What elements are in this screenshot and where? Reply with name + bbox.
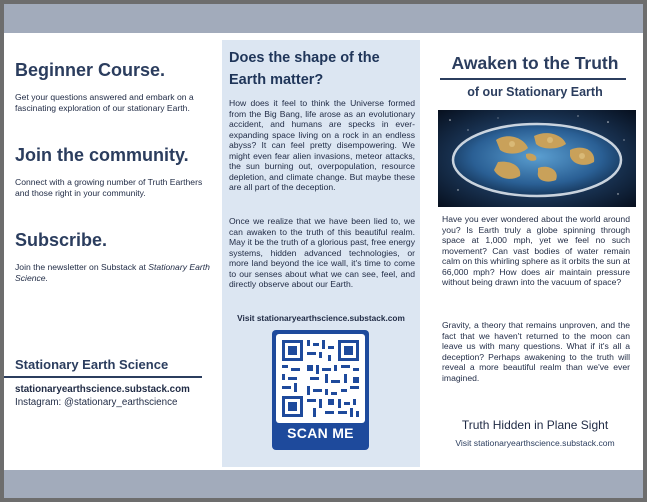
join-community-heading: Join the community. [15, 145, 189, 165]
middle-paragraph-1: How does it feel to think the Universe formed from the Big Bang, life arose as an evolutionary accident, and humans are specks in ever-expanding space living on a rock in an endless abyss? It can feel pretty disempowering. We might even fear alien invasions, meteor attacks, the sun burning out, overpopulation, resource depletion, and climate change. But maybe these are all part of the deception. [229, 98, 415, 192]
top-band [4, 4, 643, 33]
awaken-subtitle: of our Stationary Earth [467, 85, 603, 99]
qr-code-icon [276, 334, 365, 423]
scan-me-label: SCAN ME [287, 425, 354, 441]
middle-panel [222, 40, 420, 467]
bottom-band [4, 470, 643, 498]
middle-paragraph-2: Once we realize that we have been lied to, we can awaken to the truth of this beautiful realm. May it be the truth of a glorious past, free energy systems, hidden advanced technologies, or more land beyond the ice wall, it's time to come to our senses about what we can see, feel, and directly observe about our Earth. [229, 216, 415, 289]
middle-visit-link[interactable]: Visit stationaryearthscience.substack.com [237, 313, 405, 323]
brand-divider [4, 376, 202, 378]
subscribe-heading: Subscribe. [15, 230, 108, 250]
join-community-text: Connect with a growing number of Truth Earthers and those right in your community. [15, 177, 203, 198]
awaken-title: Awaken to the Truth [451, 53, 619, 73]
brand-name: Stationary Earth Science [15, 357, 169, 372]
beginner-course-text: Get your questions answered and embark on a fascinating exploration of our stationary Earth. [15, 92, 194, 113]
title-divider [440, 78, 626, 80]
right-paragraph-1: Have you ever wondered about the world around you? Is Earth truly a globe spinning through space at 1,000 mph, yet we feel no such movement? Can vast bodies of water remain calm on this whirling sphere as it orbits the sun at 66,000 mph? How does air maintain pressure without being drawn into the vacuum of space? [442, 214, 630, 287]
qr-code[interactable] [276, 334, 365, 423]
subscribe-text-lead: Join the newsletter on Substack at [15, 262, 146, 272]
right-paragraph-2: Gravity, a theory that remains unproven, and the fact that we haven't returned to the moon can leave us with many questions. What if it's all a deception? Perhaps awakening to the truth will reveal a more beautiful realm than we've ever imagined. [442, 320, 630, 383]
beginner-course-heading: Beginner Course. [15, 60, 166, 80]
subscribe-text [15, 262, 210, 283]
shape-matter-title: Does the shape of the Earth matter? [229, 50, 380, 88]
publication-name: Stationary Earth Science. [15, 262, 210, 283]
flat-earth-map-image [438, 110, 636, 207]
brochure-page [4, 4, 643, 498]
instagram-handle[interactable]: Instagram: @stationary_earthscience [15, 397, 178, 408]
right-visit-link[interactable]: Visit stationaryearthscience.substack.com [455, 438, 615, 448]
qr-code-card[interactable] [272, 330, 369, 450]
tagline: Truth Hidden in Plane Sight [461, 418, 609, 432]
substack-url[interactable]: stationaryearthscience.substack.com [15, 384, 190, 395]
